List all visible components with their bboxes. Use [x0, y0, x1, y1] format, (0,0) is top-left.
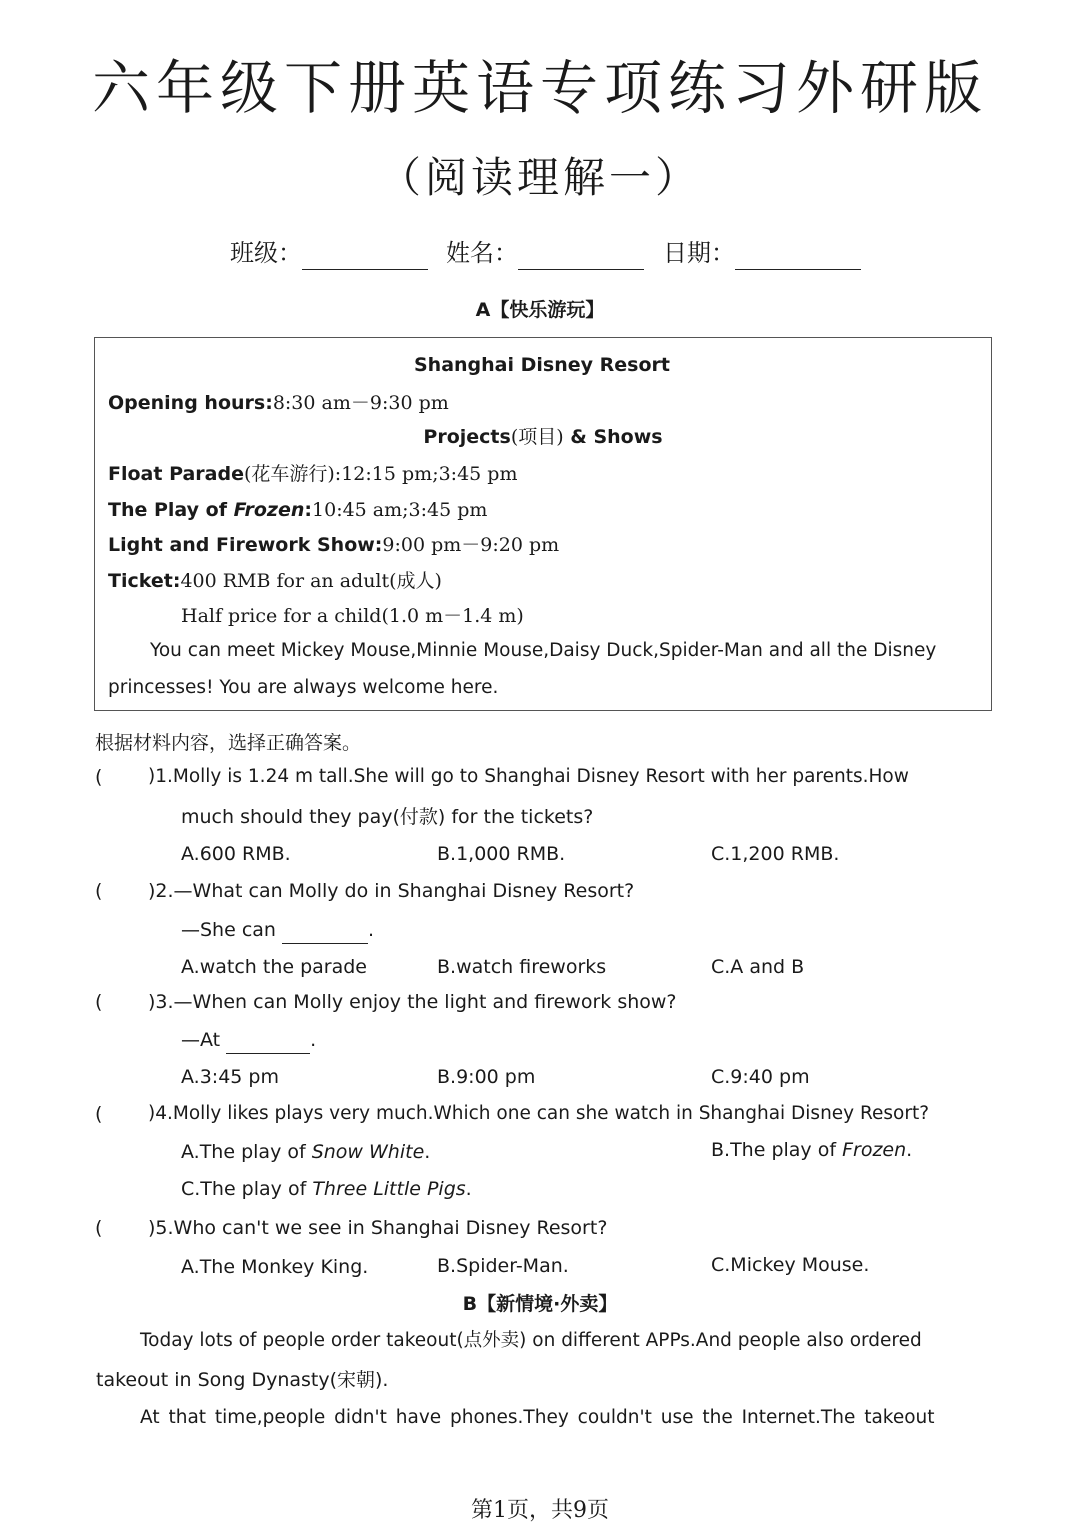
q5-option-c[interactable]: C.Mickey Mouse.: [711, 1254, 870, 1276]
q4-option-c[interactable]: C.The play of Three Little Pigs.: [181, 1178, 472, 1200]
date-label: 日期：: [663, 239, 735, 267]
meet-line-1: You can meet Mickey Mouse,Minnie Mouse,Daisy Duck,Spider-Man and all the Disney: [150, 640, 937, 661]
q4-option-a[interactable]: A.The play of Snow White.: [181, 1141, 431, 1163]
q2-stem-1: )2.—What can Molly do in Shanghai Disney Resort?: [148, 880, 635, 902]
light-show-line: Light and Firework Show:9:00 pm－9:20 pm: [108, 534, 560, 556]
q3-paren[interactable]: (: [95, 991, 103, 1013]
q5-stem-1: )5.Who can't we see in Shanghai Disney Resort?: [148, 1217, 608, 1239]
q4-stem-1: )4.Molly likes plays very much.Which one can she watch in Shanghai Disney Resort?: [148, 1103, 930, 1124]
name-field: [446, 236, 644, 270]
q2-option-b[interactable]: B.watch fireworks: [437, 956, 607, 978]
q3-answer-blank[interactable]: [226, 1033, 310, 1054]
play-frozen-line: The Play of Frozen:10:45 am;3:45 pm: [108, 499, 488, 521]
float-parade-line: Float Parade(花车游行):12:15 pm;3:45 pm: [108, 463, 518, 485]
class-field: [230, 236, 428, 270]
q1-option-a[interactable]: A.600 RMB.: [181, 843, 291, 865]
q1-option-c[interactable]: C.1,200 RMB.: [711, 843, 840, 865]
class-label: 班级：: [230, 239, 302, 267]
q2-option-a[interactable]: A.watch the parade: [181, 956, 367, 978]
q5-option-a[interactable]: A.The Monkey King.: [181, 1256, 369, 1278]
passage-b-line-1: Today lots of people order takeout(点外卖) on different APPs.And people also ordered: [140, 1330, 922, 1351]
page-title: 六年级下册英语专项练习外研版: [91, 54, 988, 122]
page-subtitle: （阅读理解一）: [378, 153, 701, 202]
q3-option-a[interactable]: A.3:45 pm: [181, 1066, 279, 1088]
class-blank[interactable]: [302, 243, 428, 270]
q4-option-b[interactable]: B.The play of Frozen.: [711, 1139, 913, 1161]
q2-answer-blank[interactable]: [282, 923, 368, 944]
q3-option-c[interactable]: C.9:40 pm: [711, 1066, 810, 1088]
q3-option-b[interactable]: B.9:00 pm: [437, 1066, 536, 1088]
q1-stem-2: much should they pay(付款) for the tickets?: [181, 806, 594, 828]
q2-option-c[interactable]: C.A and B: [711, 956, 805, 978]
q1-option-b[interactable]: B.1,000 RMB.: [437, 843, 566, 865]
section-a-heading: A【快乐游玩】: [475, 299, 605, 321]
q4-paren[interactable]: (: [95, 1103, 103, 1125]
section-b-heading: B【新情境·外卖】: [462, 1293, 618, 1315]
q2-paren[interactable]: (: [95, 880, 103, 902]
ticket-child-line: Half price for a child(1.0 m－1.4 m): [181, 605, 524, 627]
date-field: [663, 236, 861, 270]
meet-line-2: princesses! You are always welcome here.: [108, 677, 499, 698]
q1-stem-1: )1.Molly is 1.24 m tall.She will go to Shanghai Disney Resort with her parents.How: [148, 766, 909, 787]
date-blank[interactable]: [735, 243, 861, 270]
box-title: Shanghai Disney Resort: [414, 354, 670, 376]
page-number: 第1页，共9页: [471, 1498, 609, 1523]
name-blank[interactable]: [518, 243, 644, 270]
passage-b-line-2: takeout in Song Dynasty(宋朝).: [96, 1369, 389, 1391]
q2-stem-2: —She can .: [181, 916, 374, 944]
q3-stem-2: —At .: [181, 1026, 316, 1054]
q1-paren[interactable]: (: [95, 766, 103, 788]
q3-stem-1: )3.—When can Molly enjoy the light and firework show?: [148, 991, 677, 1013]
opening-hours: Opening hours:8:30 am－9:30 pm: [108, 392, 449, 414]
q5-paren[interactable]: (: [95, 1217, 103, 1239]
projects-heading: Projects(项目) & Shows: [423, 426, 663, 448]
name-label: 姓名：: [446, 239, 518, 267]
passage-b-line-3: At that time,people didn't have phones.They couldn't use the Internet.The takeout: [140, 1407, 935, 1428]
ticket-line: Ticket:400 RMB for an adult(成人): [108, 570, 442, 592]
q5-option-b[interactable]: B.Spider-Man.: [437, 1255, 569, 1277]
instruction: 根据材料内容，选择正确答案。: [95, 732, 362, 754]
